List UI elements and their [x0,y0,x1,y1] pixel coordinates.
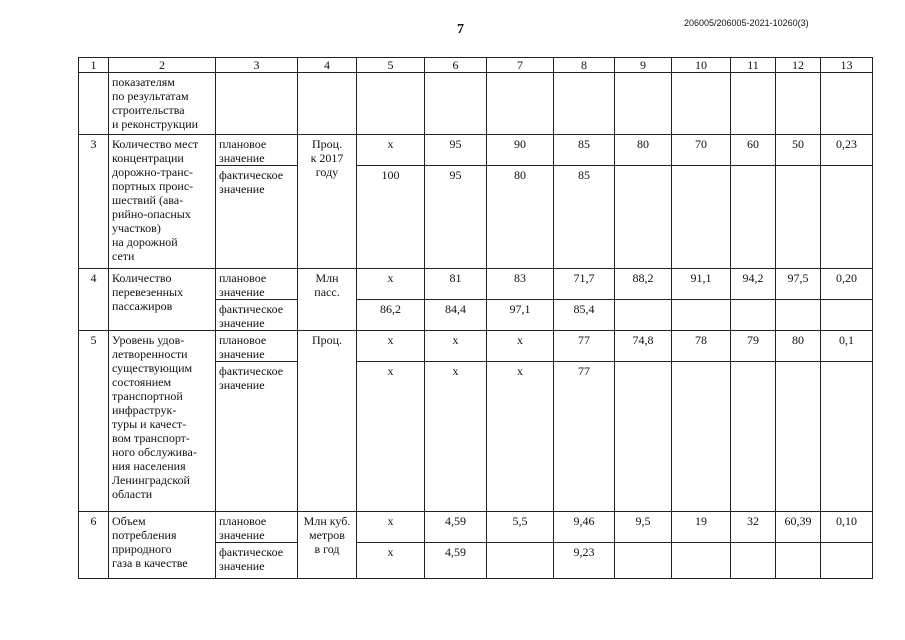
target-value: 50 [776,135,821,166]
plan-value: 85 [554,135,615,166]
fact-value: 9,23 [554,543,615,579]
col-header: 6 [425,58,487,73]
target-value: 74,8 [615,331,672,362]
unit: Проц. к 2017 году [298,135,357,269]
row-number: 5 [79,331,109,512]
table-row [79,512,873,543]
fact-value: x [357,543,425,579]
table-row [79,269,873,300]
fact-value: 4,59 [425,543,487,579]
plan-value: 95 [425,135,487,166]
col-header: 10 [672,58,731,73]
indicator-name: Уровень удов- летворенности существующим состоянием транспортной инфраструк- туры и качест- вом транспорт- ного обслужива- ния населения Ленинградской области [109,331,216,512]
unit: Млн куб. метров в год [298,512,357,579]
fact-value: 97,1 [487,300,554,331]
table-row [79,331,873,362]
plan-value: x [357,512,425,543]
plan-value: 77 [554,331,615,362]
table-row-continuation [79,73,873,135]
col-header: 9 [615,58,672,73]
fact-value: 84,4 [425,300,487,331]
col-header: 8 [554,58,615,73]
indicator-name: показателям по результатам строительства и реконструкции [109,73,216,135]
plan-value: 90 [487,135,554,166]
row-number: 3 [79,135,109,269]
unit: Млн пасс. [298,269,357,331]
document-id: 206005/206005-2021-10260(3) [684,18,809,28]
col-header: 1 [79,58,109,73]
indicator-name: Объем потребления природного газа в качестве [109,512,216,579]
plan-value: x [357,269,425,300]
weight-value: 0,10 [821,512,873,543]
fact-value: 77 [554,362,615,512]
indicators-table [78,57,873,579]
plan-value: 81 [425,269,487,300]
fact-value: x [487,362,554,512]
plan-value: 9,46 [554,512,615,543]
fact-value: 95 [425,166,487,269]
col-header: 4 [298,58,357,73]
col-header: 3 [216,58,298,73]
target-value: 94,2 [731,269,776,300]
fact-value: 85,4 [554,300,615,331]
fact-value: 80 [487,166,554,269]
indicator-name: Количество мест концентрации дорожно-транс- портных проис- шествий (ава- рийно-опасных участков) на дорожной сети [109,135,216,269]
target-value: 60 [731,135,776,166]
row-number: 6 [79,512,109,579]
fact-value: x [357,362,425,512]
col-header: 11 [731,58,776,73]
row-number: 4 [79,269,109,331]
plan-value: x [425,331,487,362]
weight-value: 0,1 [821,331,873,362]
plan-value: x [357,331,425,362]
fact-label: фактическое значение [216,300,298,331]
plan-label: плановое значение [216,512,298,543]
plan-label: плановое значение [216,331,298,362]
col-header: 5 [357,58,425,73]
plan-label: плановое значение [216,269,298,300]
target-value: 88,2 [615,269,672,300]
fact-value: 85 [554,166,615,269]
target-value: 91,1 [672,269,731,300]
plan-value: 5,5 [487,512,554,543]
target-value: 19 [672,512,731,543]
column-number-row [79,58,873,73]
col-header: 7 [487,58,554,73]
col-header: 13 [821,58,873,73]
target-value: 9,5 [615,512,672,543]
target-value: 60,39 [776,512,821,543]
target-value: 32 [731,512,776,543]
target-value: 78 [672,331,731,362]
fact-label: фактическое значение [216,543,298,579]
indicator-name: Количество перевезенных пассажиров [109,269,216,331]
plan-value: x [357,135,425,166]
unit: Проц. [298,331,357,512]
target-value: 70 [672,135,731,166]
target-value: 80 [776,331,821,362]
plan-value: x [487,331,554,362]
plan-value: 4,59 [425,512,487,543]
col-header: 12 [776,58,821,73]
table-row [79,135,873,166]
col-header: 2 [109,58,216,73]
fact-label: фактическое значение [216,166,298,269]
fact-value: 86,2 [357,300,425,331]
plan-value: 71,7 [554,269,615,300]
plan-value: 83 [487,269,554,300]
target-value: 80 [615,135,672,166]
weight-value: 0,20 [821,269,873,300]
fact-value: 100 [357,166,425,269]
target-value: 97,5 [776,269,821,300]
plan-label: плановое значение [216,135,298,166]
fact-value: x [425,362,487,512]
fact-label: фактическое значение [216,362,298,512]
page-number: 7 [457,22,464,37]
fact-value [487,543,554,579]
weight-value: 0,23 [821,135,873,166]
target-value: 79 [731,331,776,362]
